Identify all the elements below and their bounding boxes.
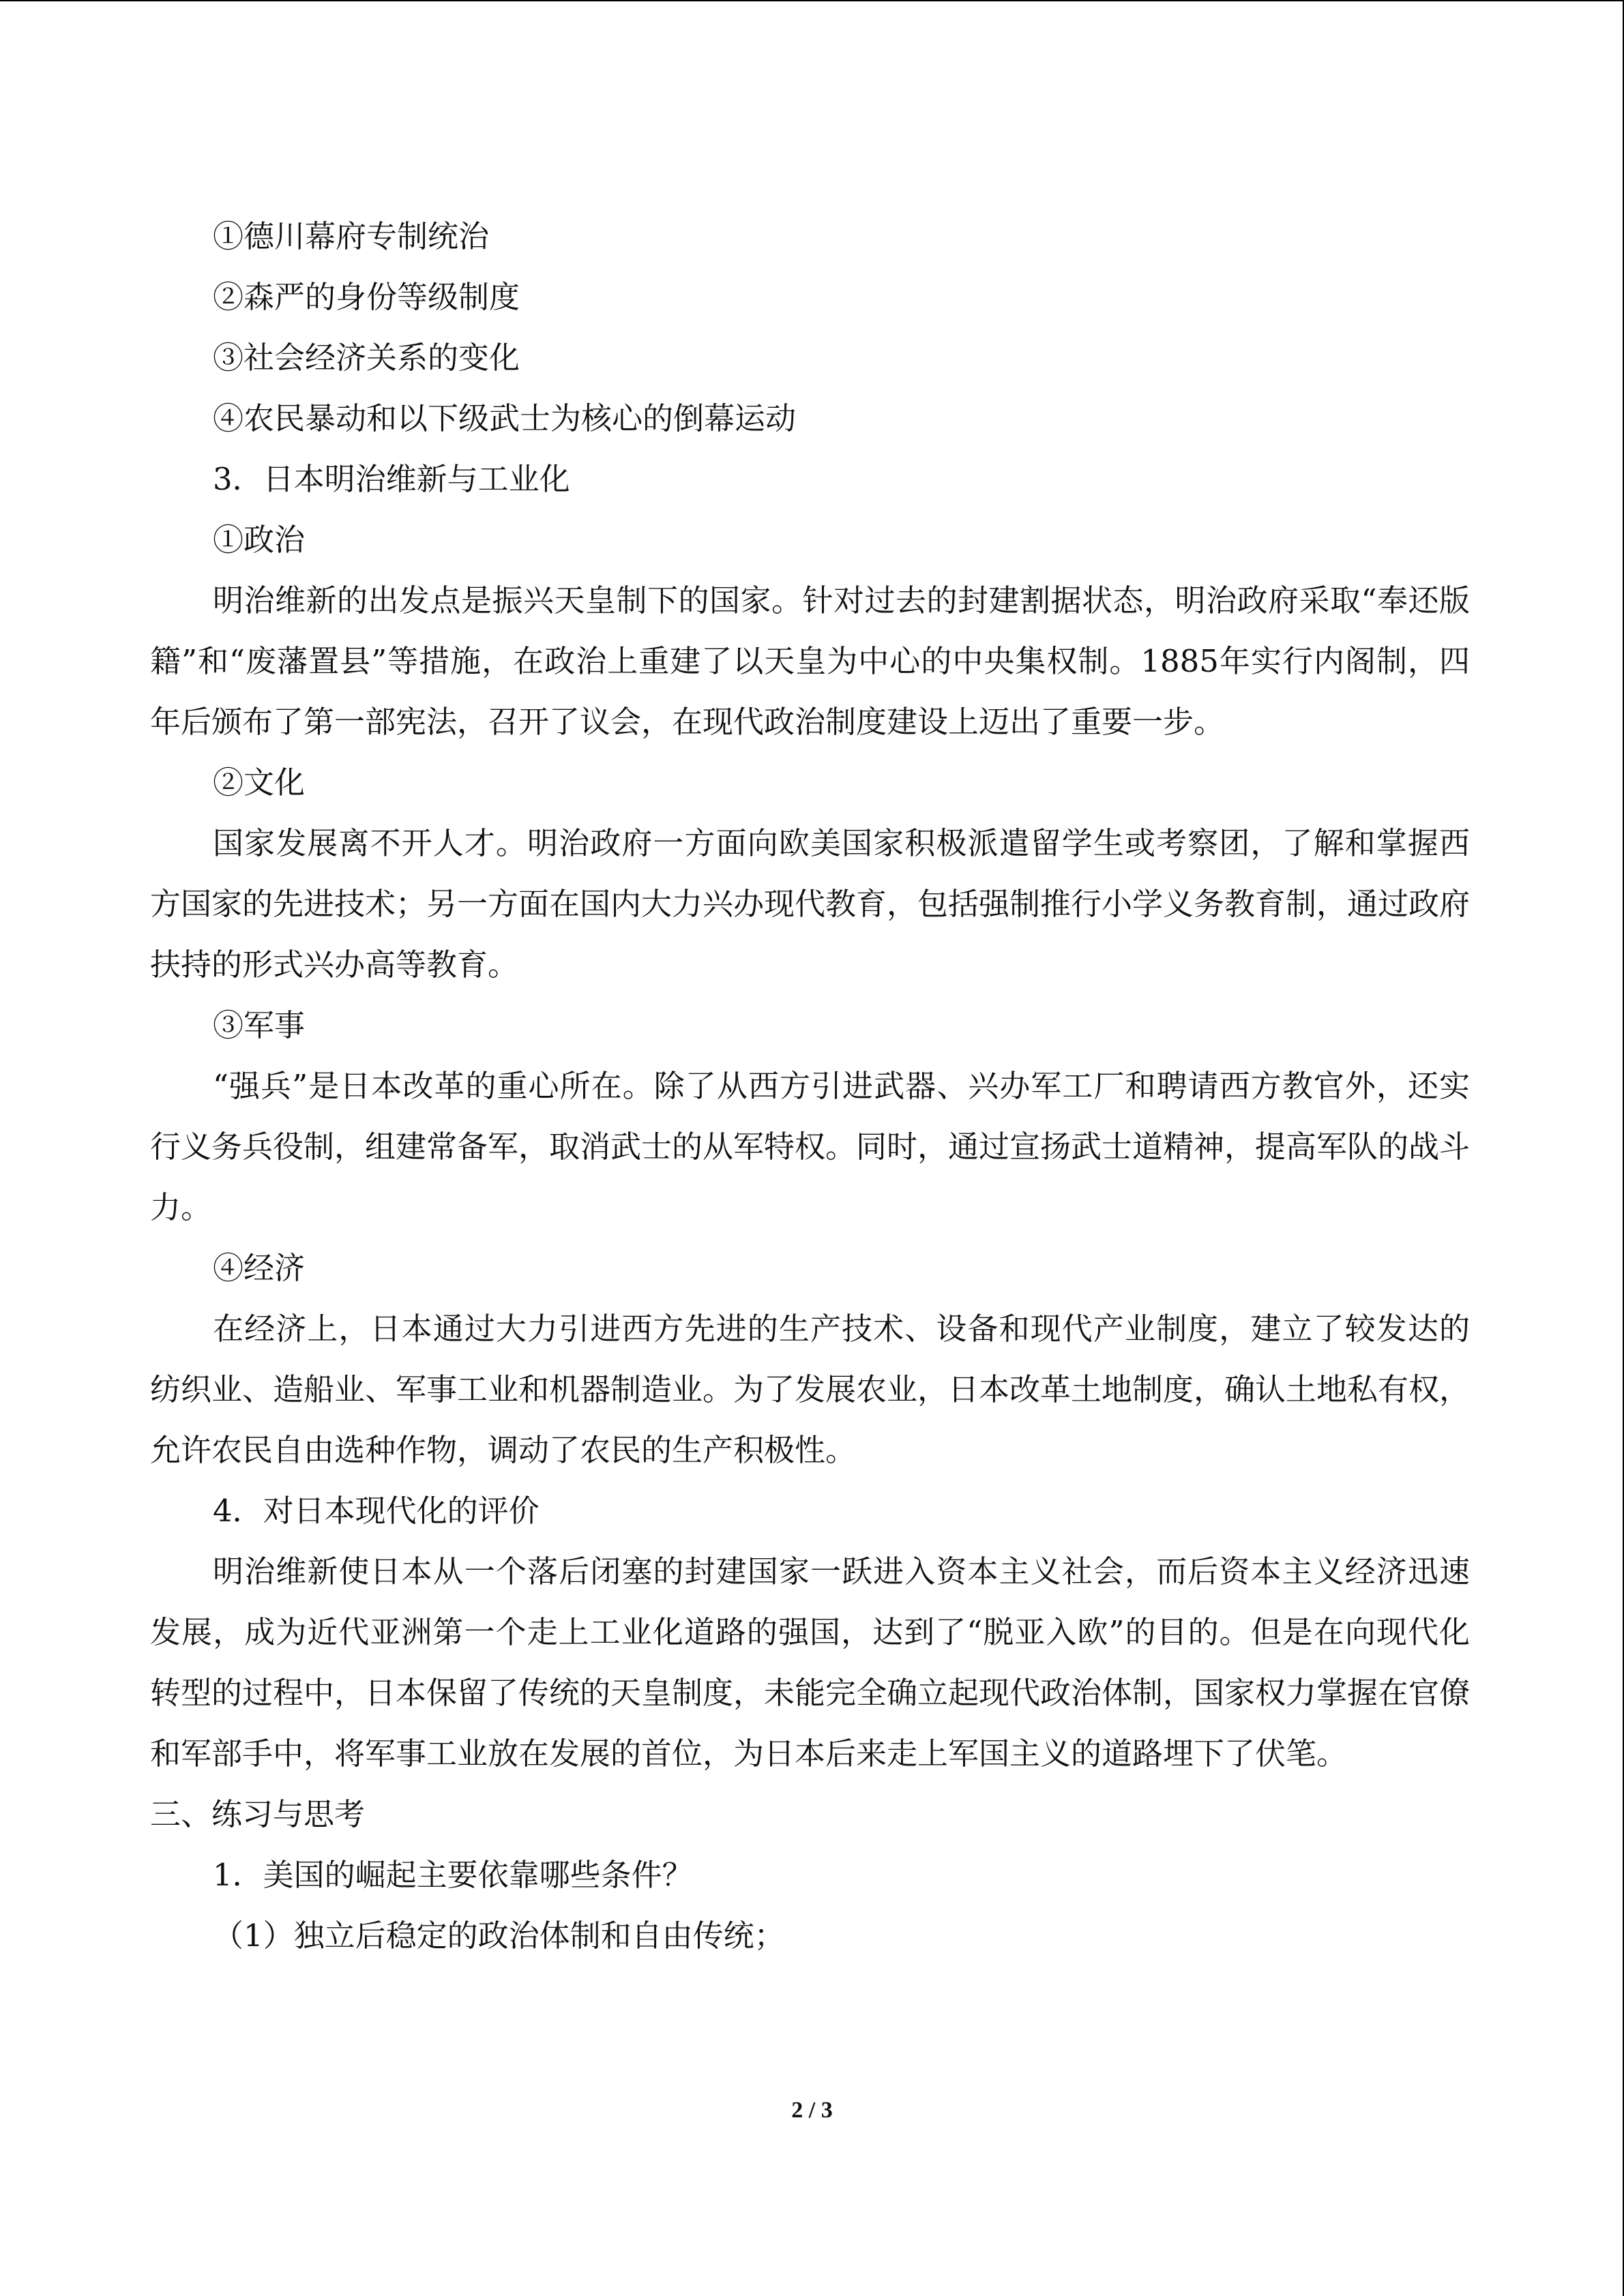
paragraph: 明治维新使日本从一个落后闭塞的封建国家一跃进入资本主义社会，而后资本主义经济迅速发展，成为近代亚洲第一个走上工业化道路的强国，达到了“脱亚入欧”的目的。但是在向现代化转型的过程中，日本保留了传统的天皇制度，未能完全确立起现代政治体制，国家权力掌握在官僚和军部手中，将军事工业放在发展的首位，为日本后来走上军国主义的道路埋下了伏笔。 <box>150 1553 1471 1772</box>
list-item: ④农民暴动和以下级武士为核心的倒幕运动 <box>213 400 797 436</box>
page-number: 2 / 3 <box>791 2098 833 2123</box>
paragraph: 国家发展离不开人才。明治政府一方面向欧美国家积极派遣留学生或考察团，了解和掌握西方国家的先进技术；另一方面在国内大力兴办现代教育，包括强制推行小学义务教育制，通过政府扶持的形式兴办高等教育。 <box>150 825 1471 983</box>
paragraph: 明治维新的出发点是振兴天皇制下的国家。针对过去的封建割据状态，明治政府采取“奉还版籍”和“废藩置县”等措施，在政治上重建了以天皇为中心的中央集权制。1885年实行内阁制，四年后颁布了第一部宪法，召开了议会，在现代政治制度建设上迈出了重要一步。 <box>150 582 1470 740</box>
list-item: ②森严的身份等级制度 <box>213 279 520 315</box>
subsection-heading: ③军事 <box>213 1007 306 1043</box>
list-item: ①德川幕府专制统治 <box>213 218 490 254</box>
subsection-heading: ②文化 <box>213 764 306 801</box>
section-heading: 3．日本明治维新与工业化 <box>213 461 570 497</box>
subsection-heading: ①政治 <box>213 522 306 558</box>
paragraph: 在经济上，日本通过大力引进西方先进的生产技术、设备和现代产业制度，建立了较发达的纺织业、造船业、军事工业和机器制造业。为了发展农业，日本改革土地制度，确认土地私有权，允许农民自由选种作物，调动了农民的生产积极性。 <box>150 1311 1471 1468</box>
section-heading: 4．对日本现代化的评价 <box>213 1493 540 1529</box>
list-item: ③社会经济关系的变化 <box>213 340 520 376</box>
subsection-heading: ④经济 <box>213 1250 306 1286</box>
part-heading: 三、练习与思考 <box>150 1796 366 1832</box>
paragraph: “强兵”是日本改革的重心所在。除了从西方引进武器、兴办军工厂和聘请西方教官外，还实行义务兵役制，组建常备军，取消武士的从军特权。同时，通过宣扬武士道精神，提高军队的战斗力。 <box>150 1068 1471 1225</box>
answer: （1）独立后稳定的政治体制和自由传统； <box>213 1918 785 1954</box>
document-body <box>150 206 1470 1966</box>
question: 1．美国的崛起主要依靠哪些条件？ <box>213 1857 693 1893</box>
